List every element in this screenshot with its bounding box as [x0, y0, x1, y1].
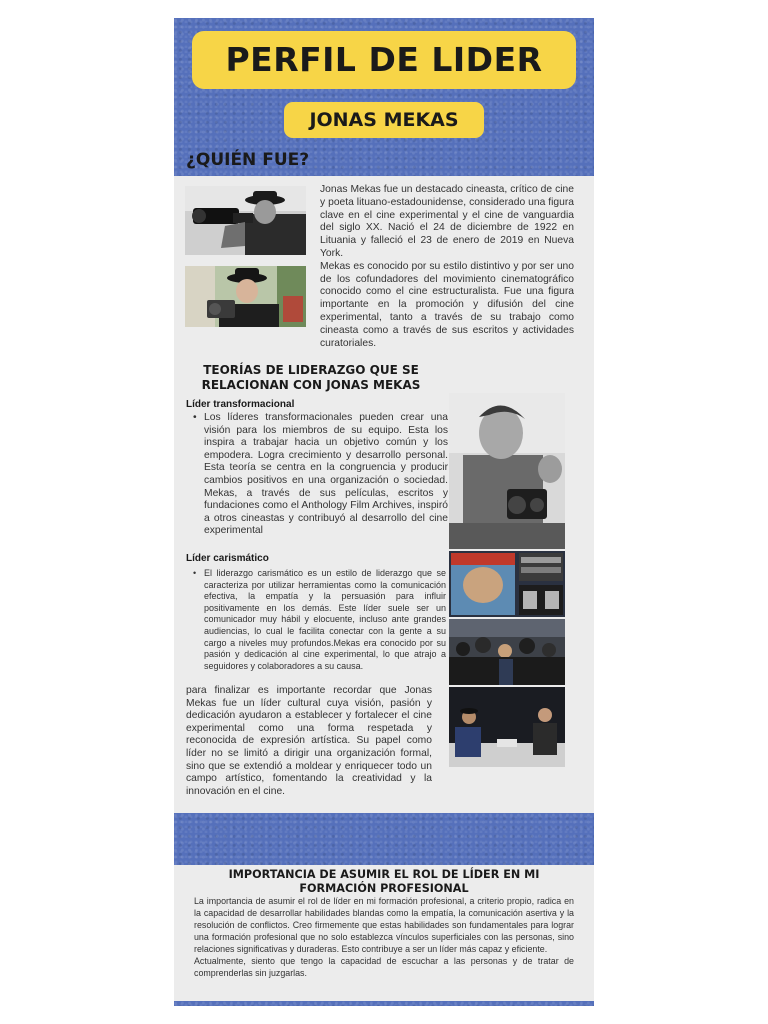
- leader-name: JONAS MEKAS: [284, 102, 484, 138]
- bio-paragraph-1: Jonas Mekas fue un destacado cineasta, crítico de cine y poeta lituano-estadounidense, considerado una figura clave en el cine experimental y el cine de vanguardia del siglo XX. Nació el 24 de diciembre de 1922 en Lituania y falleció el 23 de enero de 2019 en Nueva York.: [320, 184, 574, 259]
- transformational-text: • Los líderes transformacionales pueden crear una visión para los miembros de su equipo. Esta los inspira a trabajar hacia un objetivo común y los empodera. Logra crecimiento y desarrollo personal. Esta teoría se centra en la congruencia y producir cambios positivos en una organización o sociedad. Mekas, a través de sus películas, escritos y fundaciones como el Anthology Film Archives, inspiró a otros cineastas y contribuyó al desarrollo del cine experimental: [190, 412, 448, 538]
- charismatic-heading: Líder carismático: [186, 553, 269, 564]
- transformational-heading: Líder transformacional: [186, 399, 295, 410]
- photo-mekas-hat: [185, 266, 306, 327]
- photo-mekas-portrait-bw: [449, 393, 565, 549]
- bio-paragraph-2: Mekas es conocido por su estilo distintivo y por ser uno de los cofundadores del movimiento cinematográfico conocido como el cine estructuralista. Fue una figura importante en la promoción y difusión del cine experimental, tanto a través de su trabajo como cineasta como a través de sus escritos y actividades curatoriales.: [320, 260, 574, 349]
- section-who-heading: ¿QUIÉN FUE?: [186, 150, 310, 170]
- theories-heading: TEORÍAS DE LIDERAZGO QUE SE RELACIONAN CON JONAS MEKAS: [201, 363, 421, 392]
- poster: [174, 18, 594, 1006]
- photo-stage-interview: [449, 687, 565, 767]
- importance-text: [194, 895, 574, 979]
- divider-band: [174, 813, 594, 865]
- photo-film-collage: [449, 551, 565, 617]
- poster-title: PERFIL DE LIDER: [192, 31, 576, 89]
- importance-heading: IMPORTANCIA DE ASUMIR EL ROL DE LÍDER EN MI FORMACIÓN PROFESIONAL: [228, 868, 540, 895]
- footer-band: [174, 1001, 594, 1006]
- charismatic-text: • El liderazgo carismático es un estilo de liderazgo que se caracteriza por utilizar herramientas como la comunicación efectiva, la empatía y la persuasión para influir positivamente en los demás. Este líder suele ser un comunicador muy hábil y elocuente, incluso ante grandes audiencias, lo cual le facilita conectar con la gente a su cargo a niveles muy profundos.Mekas era conocido por su pasión y dedicación al cine experimental, lo que atrajo a seguidores y colaboradores a su causa.: [190, 568, 446, 672]
- photo-crowd: [449, 619, 565, 685]
- conclusion-text: para finalizar es importante recordar que Jonas Mekas fue un líder cultural cuya visión, pasión y dedicación ayudaron a establecer y fortalecer el cine experimental como una forma respetada y reconocida de expresión artística. Su papel como líder no se limitó a dirigir una organización formal, sino que se extendió a moldear y enriquecer todo un campo artístico, fomentando la creatividad y la innovación en el cine.: [186, 685, 432, 797]
- biography: [320, 184, 574, 350]
- photo-mekas-camera: [185, 186, 306, 255]
- importance-paragraph-1: La importancia de asumir el rol de líder en mi formación profesional, a criterio propio, radica en la capacidad de desarrollar habilidades blandas como la empatía, la comunicación asertiva y la resolución de conflictos. Creo firmemente que estas habilidades son fundamentales para lograr una formación profesional que no solo establezca vínculos superficiales con las personas, sino relaciones significativas y duraderas. Esto contribuye a ser un líder más capaz y eficiente.: [194, 896, 574, 954]
- importance-paragraph-2: Actualmente, siento que tengo la capacidad de escuchar a las personas y de tratar de comprenderlas sin juzgarlas.: [194, 956, 574, 978]
